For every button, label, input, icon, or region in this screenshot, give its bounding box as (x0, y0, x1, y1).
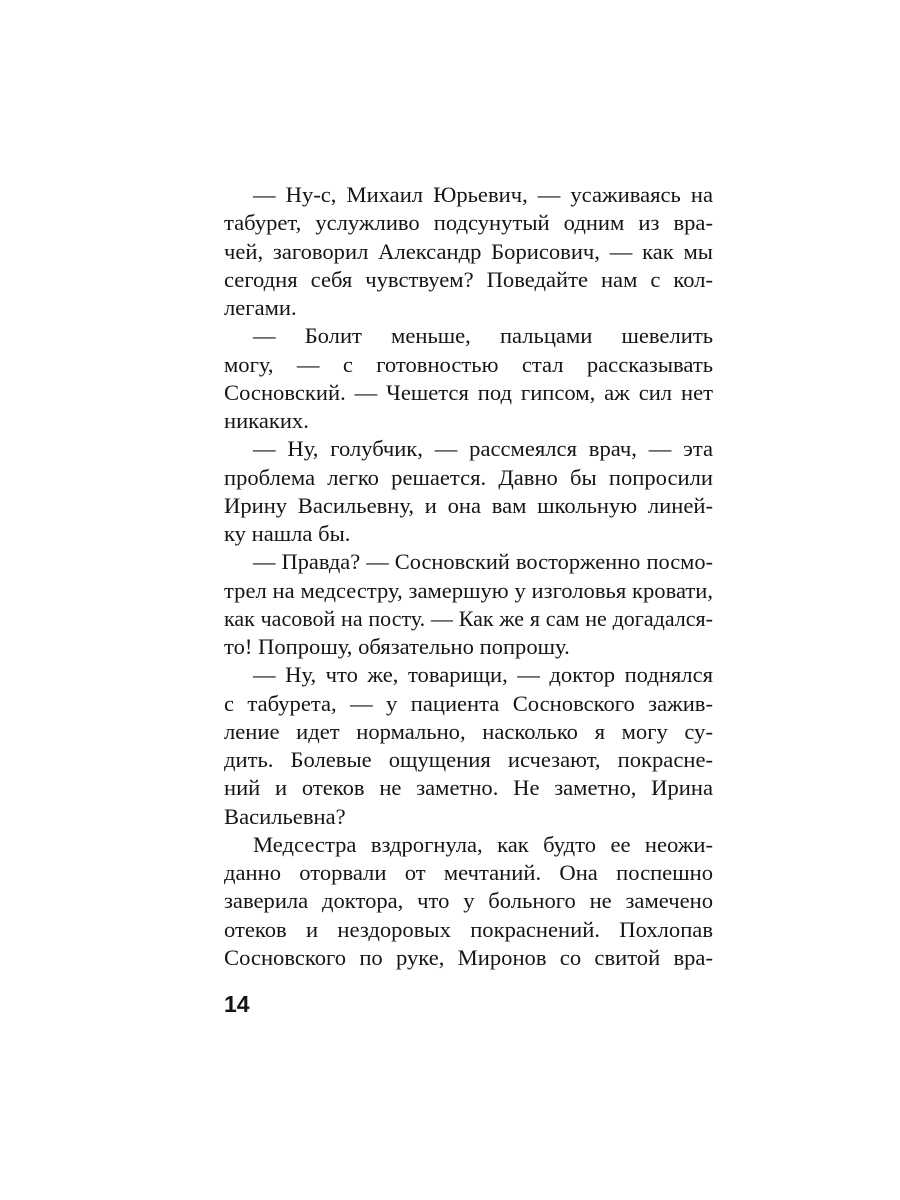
text-line: заверила доктора, что у больного не замечено (224, 888, 713, 914)
text-line: чей, заговорил Александр Борисович, — как мы (224, 238, 713, 264)
text-line: — Ну, голубчик, — рассмеялся врач, — эта (253, 436, 713, 462)
body-text (224, 181, 713, 972)
text-line: как часовой на посту. — Как же я сам не догадался- (224, 605, 713, 631)
text-line: трел на медсестру, замершую у изголовья кровати, (224, 577, 713, 603)
text-line: данно оторвали от мечтаний. Она поспешно (224, 860, 713, 885)
text-line: ку нашла бы. (224, 521, 351, 546)
text-line: сегодня себя чувствуем? Поведайте нам с кол- (224, 266, 713, 292)
text-line: отеков и нездоровых покраснений. Похлопав (224, 916, 713, 942)
page-number: 14 (224, 991, 250, 1017)
text-line: Медсестра вздрогнула, как будто ее неожи- (253, 831, 713, 857)
text-line: Сосновский. — Чешется под гипсом, аж сил нет (224, 379, 713, 405)
text-line: — Ну-с, Михаил Юрьевич, — усаживаясь на (253, 182, 713, 207)
text-line: проблема легко решается. Давно бы попросили (224, 464, 713, 490)
text-line: ление идет нормально, насколько я могу су- (224, 718, 713, 744)
text-line: могу, — с готовностью стал рассказывать (224, 351, 713, 377)
text-line: Васильевна? (224, 803, 346, 829)
text-line: с табурета, — у пациента Сосновского зажив- (224, 690, 713, 716)
text-line: табурет, услужливо подсунутый одним из вра- (224, 210, 713, 236)
text-line: Ирину Васильевну, и она вам школьную линей- (224, 492, 713, 518)
text-line: Сосновского по руке, Миронов со свитой вра- (224, 944, 713, 970)
text-line: дить. Болевые ощущения исчезают, покрасне- (224, 747, 713, 772)
text-line: — Правда? — Сосновский восторженно посмо- (253, 549, 713, 575)
text-line: то! Попрошу, обязательно попрошу. (224, 634, 570, 659)
text-line: легами. (224, 295, 297, 320)
text-line: ний и отеков не заметно. Не заметно, Ирина (224, 775, 713, 801)
text-line: — Ну, что же, товарищи, — доктор поднялся (253, 662, 713, 688)
text-line: никаких. (224, 408, 309, 433)
text-line: — Болит меньше, пальцами шевелить (253, 323, 713, 349)
